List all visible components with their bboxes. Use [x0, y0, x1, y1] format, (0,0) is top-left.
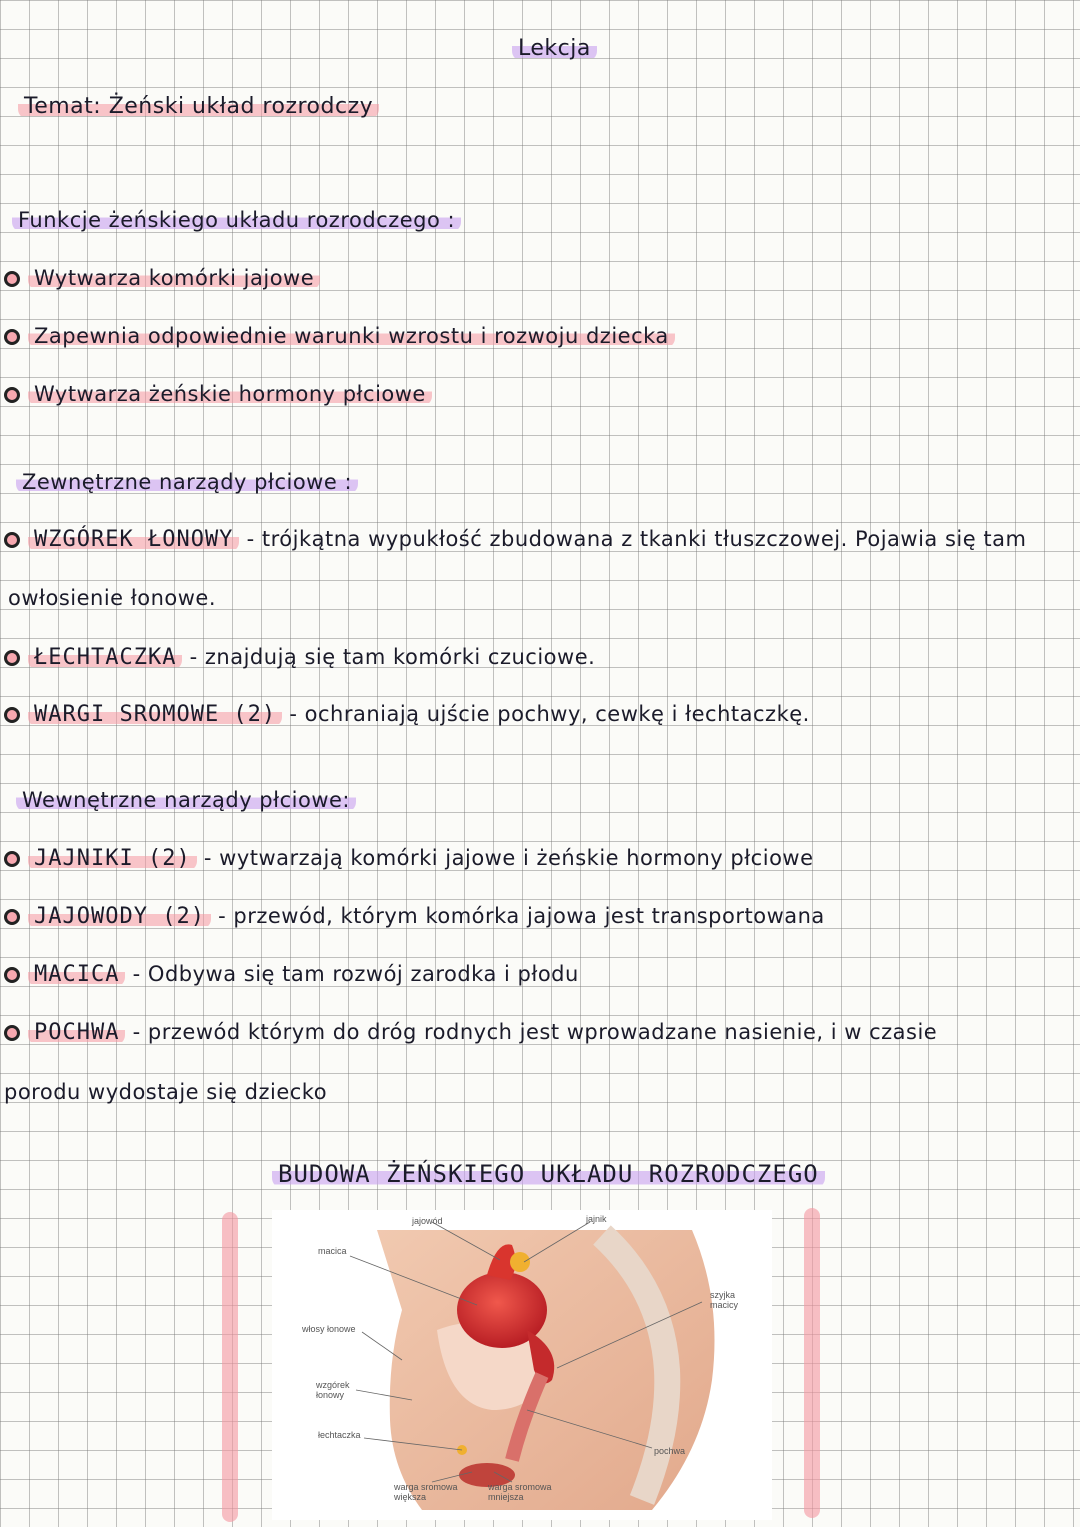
- bullet-icon: [4, 1025, 20, 1041]
- external-item: [4, 702, 810, 727]
- topic-line: [18, 94, 379, 119]
- diagram-title: BUDOWA ŻEŃSKIEGO UKŁADU ROZRODCZEGO: [272, 1160, 825, 1188]
- bullet-icon: [4, 851, 20, 867]
- term: JAJOWODY (2): [28, 904, 211, 929]
- external-item-continuation: owłosienie łonowe.: [8, 586, 217, 610]
- internal-item: [4, 904, 825, 929]
- label-pochwa: pochwa: [654, 1446, 686, 1456]
- description: - ochraniają ujście pochwy, cewkę i łechtaczkę.: [289, 702, 810, 726]
- label-macica: macica: [318, 1246, 347, 1256]
- right-decor-bar: [804, 1208, 820, 1518]
- bullet-icon: [4, 532, 20, 548]
- ovary-shape: [510, 1252, 530, 1272]
- description: - wytwarzają komórki jajowe i żeńskie hormony płciowe: [203, 846, 814, 870]
- label-lechtaczka: łechtaczka: [318, 1430, 361, 1440]
- external-item: [4, 645, 595, 670]
- topic-title: Żeński układ rozrodczy: [108, 94, 374, 119]
- description: - Odbywa się tam rozwój zarodka i płodu: [132, 962, 579, 986]
- internal-heading: Wewnętrzne narządy płciowe:: [16, 788, 356, 812]
- term: MACICA: [28, 962, 125, 987]
- label-szyjka: szyjka macicy: [710, 1290, 739, 1310]
- label-wlosy: włosy łonowe: [302, 1324, 356, 1334]
- internal-item-continuation: porodu wydostaje się dziecko: [4, 1080, 328, 1104]
- bullet-icon: [4, 967, 20, 983]
- external-heading: Zewnętrzne narządy płciowe :: [16, 470, 358, 494]
- description: - przewód, którym komórka jajowa jest transportowana: [218, 904, 825, 928]
- term: JAJNIKI (2): [28, 846, 197, 871]
- function-item: Wytwarza żeńskie hormony płciowe: [4, 382, 432, 406]
- term: ŁECHTACZKA: [28, 645, 182, 670]
- description: - trójkątna wypukłość zbudowana z tkanki tłuszczowej. Pojawia się tam: [246, 527, 1027, 551]
- functions-heading: Funkcje żeńskiego układu rozrodczego :: [12, 208, 461, 232]
- bullet-icon: [4, 707, 20, 723]
- bullet-icon: [4, 271, 20, 287]
- lesson-header: Lekcja: [512, 36, 597, 61]
- internal-item: [4, 846, 814, 871]
- description: - przewód którym do dróg rodnych jest wprowadzane nasienie, i w czasie: [132, 1020, 938, 1044]
- term: WZGÓREK ŁONOWY: [28, 527, 239, 552]
- bullet-icon: [4, 387, 20, 403]
- description: - znajdują się tam komórki czuciowe.: [189, 645, 596, 669]
- bullet-icon: [4, 909, 20, 925]
- bullet-icon: [4, 650, 20, 666]
- internal-item: [4, 962, 579, 987]
- label-warga-mniejsza: warga sromowa mniejsza: [488, 1482, 552, 1502]
- term: WARGI SROMOWE (2): [28, 702, 282, 727]
- function-item: Wytwarza komórki jajowe: [4, 266, 320, 290]
- anatomy-diagram: [272, 1210, 772, 1520]
- bullet-icon: [4, 329, 20, 345]
- label-wzgorek: wzgórek łonowy: [316, 1380, 350, 1400]
- label-warga-wieksza: warga sromowa większa: [394, 1482, 458, 1502]
- left-decor-bar: [222, 1212, 238, 1522]
- label-jajnik: jajnik: [586, 1214, 607, 1224]
- external-item: [4, 527, 1026, 552]
- term: POCHWA: [28, 1020, 125, 1045]
- anatomy-illustration: [272, 1210, 772, 1520]
- function-item: Zapewnia odpowiednie warunki wzrostu i rozwoju dziecka: [4, 324, 675, 348]
- topic-label: Temat: Żeński układ rozrodczy: [18, 94, 379, 119]
- label-jajowod: jajowód: [412, 1216, 443, 1226]
- internal-item: [4, 1020, 937, 1045]
